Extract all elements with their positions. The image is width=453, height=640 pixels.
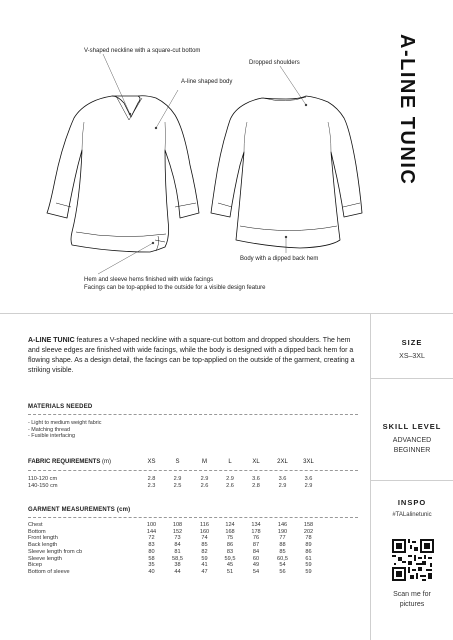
measurement-value: 83 <box>226 548 234 555</box>
size-title: SIZE <box>401 338 423 347</box>
size-value: XS–3XL <box>399 353 425 360</box>
measurement-value: 44 <box>174 568 181 575</box>
sidebar-divider <box>371 480 453 481</box>
measurement-value: 58,5 <box>172 555 183 562</box>
measurement-value: 88 <box>279 542 286 549</box>
measurement-value: 134 <box>251 522 261 528</box>
back-hem-annotation: Body with a dipped back hem <box>240 256 319 262</box>
measurement-value: 60,5 <box>277 555 288 562</box>
measurement-value: 89 <box>305 542 312 549</box>
scan-line: Scan me for <box>393 591 431 598</box>
body-annotation: A-line shaped body <box>181 79 233 85</box>
garment-measurements-table <box>28 522 321 576</box>
measurement-value: 178 <box>251 528 261 535</box>
measurement-value: 83 <box>148 542 155 549</box>
skill-value <box>371 436 453 456</box>
table-row <box>28 535 321 542</box>
size-header: M <box>202 459 207 465</box>
description-text: features a V-shaped neckline with a square-cut bottom and dropped shoulders. The hem and sleeve edges are finished with wide facings, while the body is designed with a dipped back hem for a flowing shape. As a design detail, the facings can be top-applied on the outside of the garment, creating a striking visible. <box>28 337 355 374</box>
measurement-value: 38 <box>174 562 181 569</box>
measurement-value: 82 <box>201 548 208 555</box>
measurement-value: 49 <box>252 562 260 569</box>
measurement-label: Chest <box>28 522 43 528</box>
measurement-value: 146 <box>277 522 288 528</box>
measurement-value: 100 <box>146 522 157 528</box>
section-divider <box>0 313 453 314</box>
table-row <box>28 542 321 549</box>
size-header: XL <box>252 459 260 465</box>
measurement-value: 47 <box>201 568 208 575</box>
garment-divider <box>28 517 358 518</box>
materials-title: MATERIALS NEEDED <box>28 404 93 410</box>
measurement-label: Sleeve length from cb <box>28 548 83 555</box>
back-view-body <box>211 96 362 248</box>
measurement-value: 59 <box>305 562 312 569</box>
scan-line: pictures <box>399 601 425 608</box>
table-row <box>28 562 321 569</box>
inspo-hashtag: #TALalinetunic <box>392 512 432 518</box>
measurement-value: 158 <box>303 522 314 528</box>
measurement-value: 60 <box>252 555 260 562</box>
measurement-value: 35 <box>148 562 155 569</box>
measurement-value: 40 <box>148 568 155 575</box>
skill-line: ADVANCED <box>392 437 432 444</box>
tunic-flat-sketches <box>0 0 370 300</box>
garment-title: GARMENT MEASUREMENTS (cm) <box>28 507 131 513</box>
measurement-value: 84 <box>174 542 181 549</box>
measurement-value: 45 <box>226 562 234 569</box>
measurement-value: 74 <box>201 535 208 542</box>
measurement-value: 72 <box>148 535 155 542</box>
measurement-value: 124 <box>225 522 235 528</box>
measurement-label: Bicep <box>28 562 42 569</box>
measurement-value: 86 <box>226 542 234 549</box>
scan-caption <box>371 590 453 610</box>
measurement-value: 108 <box>172 522 183 528</box>
measurement-value: 54 <box>279 562 286 569</box>
measurement-label: Sleeve length <box>28 555 62 562</box>
measurement-value: 56 <box>279 568 286 575</box>
measurement-value: 190 <box>277 528 288 535</box>
measurement-label: Bottom <box>28 528 46 535</box>
measurement-value: 87 <box>252 542 260 549</box>
measurement-value: 202 <box>303 528 314 535</box>
measurement-value: 75 <box>226 535 234 542</box>
measurement-value: 80 <box>148 548 155 555</box>
measurement-value: 58 <box>148 555 155 562</box>
size-header: L <box>228 459 232 465</box>
materials-item: - Light to medium weight fabric <box>28 420 102 426</box>
measurement-value: 76 <box>252 535 260 542</box>
table-row <box>28 556 321 563</box>
description <box>28 336 358 376</box>
technical-drawings <box>0 0 370 300</box>
measurement-value: 73 <box>174 535 181 542</box>
measurement-value: 116 <box>200 522 209 528</box>
measurement-value: 85 <box>201 542 208 549</box>
measurement-value: 51 <box>226 568 234 575</box>
qr-code-icon[interactable] <box>392 539 434 581</box>
facings-annotation: Facings can be top-applied to the outside for a visible design feature <box>84 285 266 291</box>
measurement-value: 77 <box>279 535 286 542</box>
sidebar-divider <box>371 378 453 379</box>
hems-annotation: Hem and sleeve hems finished with wide facings <box>84 277 214 283</box>
size-header: 3XL <box>303 459 314 465</box>
measurement-value: 78 <box>305 535 312 542</box>
size-header: 2XL <box>277 459 288 465</box>
fabric-requirements-header <box>28 458 321 466</box>
measurement-value: 160 <box>199 528 210 535</box>
fabric-title: FABRIC REQUIREMENTS (m) <box>28 459 112 465</box>
measurement-value: 41 <box>201 562 208 569</box>
measurement-label: Bottom of sleeve <box>28 568 70 575</box>
measurement-label: Front length <box>28 535 58 542</box>
measurement-value: 144 <box>146 528 157 535</box>
skill-line: BEGINNER <box>393 447 431 454</box>
materials-list <box>28 420 101 440</box>
table-row: 140-150 cm 2.3 2.5 2.6 2.6 2.8 2.9 2.9 <box>28 482 313 489</box>
table-row <box>28 549 321 556</box>
description-lead: A-LINE TUNIC <box>28 337 75 344</box>
measurement-value: 59 <box>305 568 312 575</box>
front-view-body <box>47 96 199 252</box>
materials-item: - Fusible interfacing <box>28 433 76 439</box>
fabric-requirements-table <box>28 476 321 489</box>
page-title <box>383 12 443 312</box>
shoulders-annotation: Dropped shoulders <box>249 60 300 66</box>
materials-item: - Matching thread <box>28 426 70 433</box>
measurement-value: 59 <box>201 555 208 562</box>
measurement-value: 84 <box>252 548 260 555</box>
measurement-label: Back length <box>28 542 58 549</box>
table-row <box>28 569 321 576</box>
inspo-title: INSPO <box>397 498 427 507</box>
materials-divider <box>28 414 358 415</box>
page-title-text: A-LINE TUNIC <box>396 34 418 186</box>
size-header: XS <box>147 459 156 465</box>
measurement-value: 54 <box>252 568 260 575</box>
fabric-divider <box>28 470 358 471</box>
measurement-value: 61 <box>305 555 312 562</box>
neckline-annotation: V-shaped neckline with a square-cut bottom <box>84 48 201 54</box>
table-row: 110-120 cm 2.8 2.9 2.9 2.9 3.6 3.6 3.6 <box>28 476 313 482</box>
measurement-value: 86 <box>305 548 312 555</box>
measurement-value: 59,5 <box>224 555 236 562</box>
table-row <box>28 522 321 529</box>
skill-title: SKILL LEVEL <box>382 422 442 431</box>
size-header: S <box>175 459 180 465</box>
measurement-value: 168 <box>225 528 235 535</box>
measurement-value: 85 <box>279 548 286 555</box>
table-row <box>28 529 321 536</box>
measurement-value: 81 <box>174 548 181 555</box>
measurement-value: 152 <box>172 528 183 535</box>
